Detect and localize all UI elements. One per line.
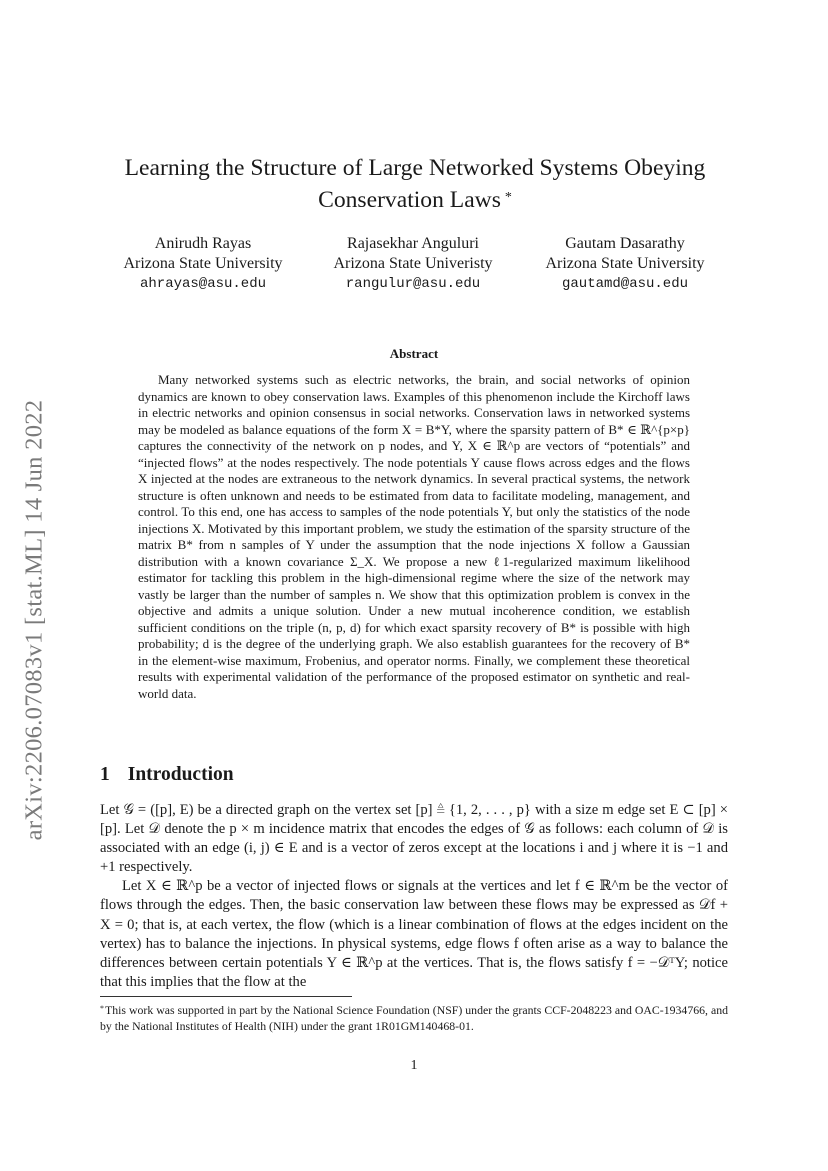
abstract-body: Many networked systems such as electric networks, the brain, and social networks of opinion dynamics are known to obey conservation laws. Examples of this phenomenon include the Kirchoff laws in electric networks and opinion consensus in social networks. Conservation laws in networked systems may be modeled as balance equations of the form X = B*Y, where the sparsity pattern of B* ∈ ℝ^{p×p} captures the connectivity of the network on p nodes, and Y, X ∈ ℝ^p are vectors of “potentials” and “injected flows” at the nodes respectively. The node potentials Y cause flows across edges and the flows X injected at the nodes are extraneous to the network dynamics. In several practical systems, the network structure is often unknown and needs to be estimated from data to facilitate modeling, management, and control. To this end, one has access to samples of the node potentials Y, but only the statistics of the node injections X. Motivated by this important problem, we study the estimation of the sparsity structure of the matrix B* from n samples of Y under the assumption that the node injections X follow a Gaussian distribution with a known covariance Σ_X. We propose a new ℓ1-regularized maximum likelihood estimator for tackling this problem in the high-dimensional regime where the size of the network may vastly be larger than the number of samples n. We show that this optimization problem is convex in the objective and admits a unique solution. Under a new mutual incoherence condition, we establish sufficient conditions on the triple (n, p, d) for which exact sparsity recovery of B* is possible with high probability; d is the degree of the underlying graph. We also establish guarantees for the recovery of B* in the element-wise maximum, Frobenius, and operator norms. Finally, we complement these theoretical results with experimental validation of the performance of the proposed estimator on synthetic and real-world data. [138,372,690,701]
author-name: Rajasekhar Anguluri [347,235,479,252]
author-name: Anirudh Rayas [154,235,252,252]
title-line-2 [100,184,730,216]
intro-paragraph-2: Let X ∈ ℝ^p be a vector of injected flows or signals at the vertices and let f ∈ ℝ^m be the vector of flows through the edges. Then, the basic conservation law between these flows may be expressed as 𝒟f + X = 0; that is, at each vertex, the flow (which is a linear combination of flows at the edges incident on the vertex) has to balance the injections. In physical systems, edge flows f often arise as a way to balance the differences between certain potentials Y ∈ ℝ^p at the vertices. That is, the flows satisfy f = −𝒟ᵀY; notice that this implies that the flow at the [100,878,728,990]
author-2 [320,234,506,294]
paper-title [100,152,730,216]
title-line-1: Learning the Structure of Large Networked Systems Obeying [124,155,706,181]
footnote-mark: * [100,1004,104,1013]
author-affiliation: Arizona State University [545,255,705,272]
footnote-text: This work was supported in part by the National Science Foundation (NSF) under the grants CCF-2048223 and OAC-1934766, and by the National Institutes of Health (NIH) under the grant 1R01GM140468-01. [100,1003,728,1033]
author-email: gautamd@asu.edu [561,276,689,292]
author-affiliation: Arizona State Univeristy [333,255,493,272]
author-email: rangulur@asu.edu [345,276,481,292]
footnote [100,1002,728,1034]
title-footnote-mark: * [504,190,512,205]
title-line-2-text: Conservation Laws [318,187,501,213]
arxiv-identifier [12,360,56,880]
author-affiliation: Arizona State University [123,255,283,272]
section-number: 1 [100,764,110,785]
arxiv-identifier-text: arXiv:2206.07083v1 [stat.ML] 14 Jun 2022 [20,399,47,841]
author-1 [112,234,294,294]
author-3 [532,234,718,294]
author-email: ahrayas@asu.edu [139,276,267,292]
abstract-heading: Abstract [389,346,439,361]
introduction-text [100,801,728,992]
intro-paragraph-1: Let 𝒢 = ([p], E) be a directed graph on the vertex set [p] ≜ {1, 2, . . . , p} with a size m edge set E ⊂ [p] × [p]. Let 𝒟 denote the p × m incidence matrix that encodes the edges of 𝒢 as follows: each column of 𝒟 is associated with an edge (i, j) ∈ E and is a vector of zeros except at the locations i and j where it is −1 and +1 respectively. [100,802,728,876]
footnote-rule [100,996,352,997]
page-number: 1 [410,1058,418,1073]
section-heading [100,764,234,786]
author-name: Gautam Dasarathy [565,235,685,252]
section-title: Introduction [127,764,234,785]
